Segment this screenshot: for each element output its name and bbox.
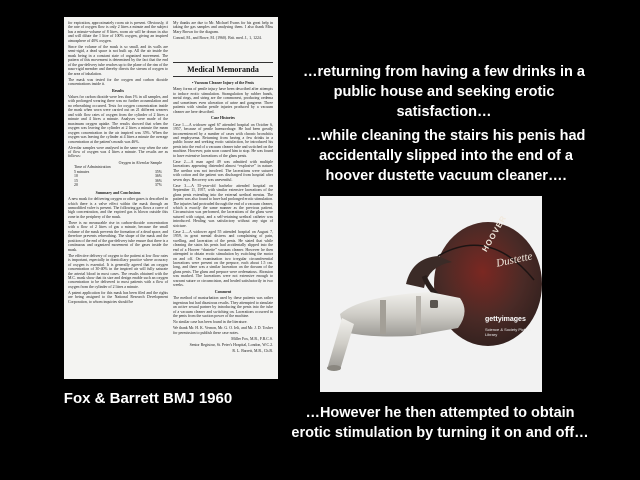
- article-paragraph: My thanks are due to Mr. Michael Evans for his great help in taking the gas samples and analysing them. I also thank Miss Mary Brown for the diagram.: [173, 21, 273, 34]
- table-cell: 35%: [154, 169, 162, 174]
- nozzle-tip: [327, 365, 341, 371]
- oxygen-table: [74, 161, 168, 188]
- article-paragraph: There is no measurable rise in carbon-dioxide concentration with a flow of 2 litres of gas a minute, because the small volume of the mask prevents the formation of a dead space, and therefore prevents rebreathing. The shape of the mask and the position of the end of the gas-delivery tube ensure that there is a continuous and organized movement of the gases inside the mask.: [68, 220, 168, 252]
- article-left-column: [68, 21, 168, 306]
- getty-watermark: gettyimages: [485, 316, 526, 323]
- memo-credit: We thank Mr. H. K. Vernon, Mr. G. O. Ieli, and Mr. J. D. Tosher for permission to publish these case notes.: [173, 326, 273, 335]
- table-cell: 10: [74, 174, 78, 179]
- table-cell: 36%: [154, 178, 162, 183]
- memo-subheading: Case Histories: [211, 116, 235, 121]
- memo-title: Medical Memoranda: [173, 62, 273, 77]
- memo-paragraph: Case 3.—A 55-year-old bachelor attended hospital on September 11, 1957, with similar extensive lacerations of the glans penis extending into the external urethral meatus. The patient was also found to have had prolonged erotic stimulation. The injuries had protruded through the end of a vacuum cleaner, which is exactly the same manner as the previous patient. Circumcision was performed, the lacerations of the glans were sutured with catgut, and a self-retaining urethral catheter was introduced. Healing was satisfactory without any sign of stricture.: [173, 183, 273, 228]
- memo-author: Miller Fox, M.B., F.R.C.S.: [231, 336, 273, 341]
- memo-paragraph: The method of masturbation used by these patients was rather ingenious but had disastrous results. They attempted to simulate an active sexual partner by introducing the penis into the tube of a vacuum cleaner and switching on. Lacerations occurred in the penis from the suction power of the machine.: [173, 296, 273, 318]
- memo-column: [173, 79, 273, 355]
- table-cell: 37%: [154, 183, 162, 188]
- caption-quote-1: …returning from having a few drinks in a public house and seeking erotic satisfaction…: [303, 64, 585, 120]
- dustette-brand-text: Dustette: [495, 250, 534, 270]
- table-title: Oxygen in Alveolar Sample: [118, 160, 162, 165]
- table-cell: 15: [74, 178, 78, 183]
- nozzle: [328, 318, 354, 370]
- motor-body: [340, 292, 465, 337]
- memo-paragraph: Case 2.—A widower aged 55 attended hospital on August 7, 1959, in great mental distress and complaining of pain, swelling, and laceration of the penis. He stated that while cleaning the stairs his penis had accidentally slipped into the end of a Hoover “dustette” vacuum cleaner. However he then attempted to obtain erotic stimulation by switching the motor on and off. On examination two irregular circumferential lacerations were present on the prepuce, each about 1.5 cm. long, and there was a similar laceration on the dorsum of the glans penis. The glans and prepuce were oedematous. Abrasion was marked. The lacerations were not extensive enough to warrant suture or circumcision, and healed satisfactorily in two weeks.: [173, 229, 273, 288]
- body-band: [416, 296, 421, 334]
- article-paragraph: for expiration, approximately room air is present. Obviously, if the rate of oxygen flow is only 2 litres a minute and the subject has a minute-volume of 8 litres, room air will be drawn in also and will dilute the 1 litre of 100% oxygen, giving an inspired atmosphere of 40% oxygen.: [68, 21, 168, 43]
- memo-paragraph: Many forms of penile injury have been described after attempts to induce erotic stimulation. Strangulation by rubber bands, metal rings, and string are the commonest, producing oedema and sometimes even ulceration of urine and gangrene. Three patients with similar penile injuries produced by a vacuum cleaner are here described.: [173, 87, 273, 114]
- memo-paragraph: No similar case has been found in the literature.: [173, 320, 248, 325]
- summary-heading: Summary and Conclusions: [95, 190, 141, 195]
- memo-author: R. L. Barrett, M.B., Ch.B.: [232, 348, 273, 353]
- memo-paragraph: Case 1.—A widower aged 67 attended hospital on October 6, 1957, because of penile haemorrhage. He had been greatly inconvenienced by a number of cases with chronic bronchitis and emphysema. Returning from having a few drinks in a public house and seeking erotic satisfaction, he introduced his penis into the end of a vacuum cleaner tube and switched on the machine. However, pain soon caused him to stop. He was found to have extensive lacerations of the glans penis.: [173, 122, 273, 158]
- table-cell: 36%: [154, 174, 162, 179]
- switch: [430, 300, 438, 308]
- table-cell: Time of Administration: [74, 165, 111, 170]
- getty-watermark-sub: Science & Society Picture Library: [485, 327, 531, 337]
- vacuum-cleaner-illustration: [320, 196, 542, 392]
- memo-heading: • Vacuum Cleaner Injury of the Penis: [191, 81, 255, 85]
- article-paragraph: A patent application for this mask has been filed and the rights are being assigned to the National Research Development Corporation, to whom inquiries should be: [68, 290, 168, 304]
- article-right-top: [173, 21, 273, 42]
- article-paragraph: Since the volume of the mask is so small, and its walls are semi-rigid, a dead space is not built up. All the air inside the mask being in a constant state of organized movement. The pattern of this movement is determined by the fact that the end of the gas-delivery tube reaches up to the plane of the rim of the naso-rigid member and thereby directs the stream of oxygen to the area of inhalation.: [68, 44, 168, 76]
- article-paragraph: The mask was tested for the oxygen and carbon dioxide concentrations inside it.: [68, 77, 168, 87]
- memo-affiliation: Senior Registrar, St. Peter's Hospital, London, W.C.2.: [189, 342, 273, 347]
- hoover-logo: HOOVER: [480, 213, 509, 254]
- memo-subheading: Comment: [214, 289, 232, 294]
- journal-article-image: [64, 17, 278, 379]
- citation-label: Fox & Barrett BMJ 1960: [63, 390, 233, 407]
- article-paragraph: A new mask for delivering oxygen or other gases is described in which there is a valve effect within the mask through an unmodified valve is present. The following gas flows a curve of high concentration, and the expired gas is blown outside this zone in the periphery of the mask.: [68, 197, 168, 219]
- results-heading: Results: [111, 88, 125, 93]
- article-paragraph: Alveolar samples were analysed in the same way when the rate of flow of oxygen was 4 litres a minute. The results are as follows:: [68, 145, 168, 159]
- caption-quote-3: …However he then attempted to obtain erotic stimulation by turning it on and off…: [291, 405, 589, 441]
- article-reference: Conrad, M., and Bowe, M. (1960). Brit. med. J., 1, 1224.: [173, 35, 262, 40]
- memo-paragraph: Case 2.—A man aged 49 was admitted with multiple lacerations appearing distended almost “explosive” in nature. The urethra was not involved. The lacerations were sutured with cotton and the patient was discharged from hospital after seven days. Recovery was uneventful.: [173, 159, 273, 182]
- table-cell: 5 minutes: [74, 169, 90, 174]
- caption-quote-2: …while cleaning the stairs his penis had accidentally slipped into the end of a hoover dustette vacuum cleaner….: [306, 128, 586, 184]
- article-paragraph: Values for carbon dioxide were less than 1% in all samples, and with prolonged wearing there was no further accumulation and no rebreathing occurred. Tests for oxygen concentration inside the mask when worn were carried out on 21 different wearers and with flow rates of oxygen from the cylinder of 2 litres a minute and 4 litres a minute. Analyses were made of the maximum oxygen uptake. The results showed that when the oxygen was leaving the cylinder at 2 litres a minute the mean oxygen concentration in the air inspired was 35%. When the oxygen was leaving the cylinder at 4 litres a minute the average concentration at the patient's mouth was 46%.: [68, 94, 168, 144]
- vacuum-cleaner-photo: [320, 196, 542, 392]
- body-band: [380, 300, 386, 334]
- table-cell: 20: [74, 183, 78, 188]
- article-paragraph: The effective delivery of oxygen to the patient at low flow rates is important, especially in domiciliary practice where accuracy of oxygen is essential. It is generally agreed that an oxygen concentration of 30-40% in the inspired air will fully saturate the arterial blood in most cases. The results obtained with the M.C. mask show that its size and design enable such an oxygen concentration to be delivered to most patients with a flow of oxygen from the cylinder of 2 litres a minute.: [68, 253, 168, 289]
